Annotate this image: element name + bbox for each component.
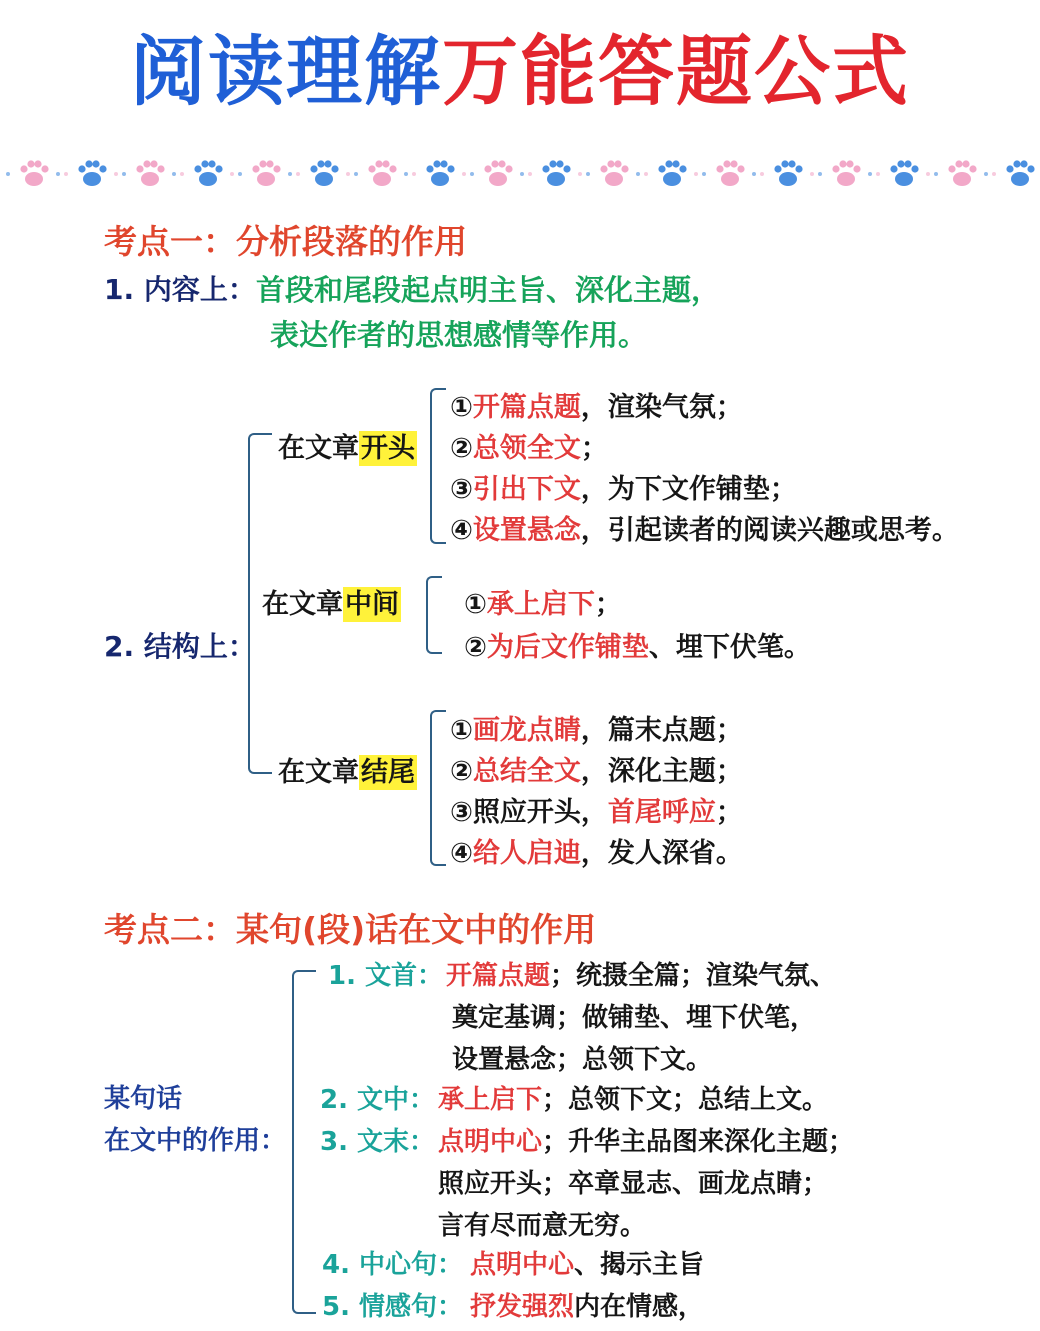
s2-item-key-phrase: 点明中心 <box>470 1250 575 1280</box>
item-number: ④ <box>450 838 473 869</box>
title-part-1: 阅读理解 <box>130 27 442 116</box>
side-label-1: 某句话 <box>104 1084 183 1114</box>
item-text: ，深化主题； <box>580 756 743 787</box>
section-1-heading: 考点一：分析段落的作用 <box>104 222 467 261</box>
s2-item-key-phrase: 开篇点题 <box>446 961 551 991</box>
list-item <box>450 467 797 506</box>
list-item <box>450 831 743 870</box>
paw-icon <box>236 152 294 192</box>
s2-item-line: 设置悬念；总领下文。 <box>452 1045 713 1075</box>
s2-item-line <box>470 1244 704 1281</box>
item-key-phrase: 首尾呼应 <box>607 797 716 828</box>
item-key-phrase: 画龙点睛 <box>472 715 581 746</box>
s2-item-line <box>470 1286 704 1323</box>
end-bracket <box>430 710 446 866</box>
s2-item-text: ；升华主品图来深化主题； <box>542 1127 855 1157</box>
list-item <box>450 749 743 788</box>
list-item <box>464 582 622 621</box>
paw-icon <box>758 152 816 192</box>
s2-item-label: 1. 文首： <box>328 961 444 991</box>
list-item <box>464 625 811 664</box>
s2-item-line <box>446 955 836 992</box>
start-label-highlight: 开头 <box>361 433 415 464</box>
end-label <box>278 750 417 789</box>
list-item <box>450 708 743 747</box>
paw-divider <box>0 152 1040 192</box>
item-number: ③ <box>450 797 473 828</box>
s2-item-label: 2. 文中： <box>320 1085 436 1115</box>
s2-item-line <box>438 1079 828 1116</box>
s2-item-line: 照应开头；卒章显志、画龙点睛； <box>438 1169 829 1199</box>
s2-item-label: 5. 情感句： <box>322 1292 464 1322</box>
s2-item-line <box>438 1121 854 1158</box>
paw-icon <box>526 152 584 192</box>
paw-icon <box>816 152 874 192</box>
s2-item-key-phrase: 承上启下 <box>438 1085 543 1115</box>
item-number: ① <box>450 392 473 423</box>
item-key-phrase: 设置悬念 <box>472 515 581 546</box>
end-label-pre: 在文章 <box>278 757 359 788</box>
item-text: ； <box>594 589 622 620</box>
s2-item-text: 、揭示主旨 <box>574 1250 705 1280</box>
s2-item-text: 内在情感， <box>574 1292 705 1322</box>
item-number: ① <box>450 715 473 746</box>
paw-icon <box>990 152 1040 192</box>
content-line-2: 表达作者的思想感情等作用。 <box>270 318 648 352</box>
content-line-1: 首段和尾段起点明主旨、深化主题， <box>256 273 721 307</box>
item-number: ① <box>464 589 487 620</box>
paw-icon <box>178 152 236 192</box>
s2-item-line: 奠定基调；做铺垫、埋下伏笔， <box>452 1003 817 1033</box>
item-text: ，引起读者的阅读兴趣或思考。 <box>580 515 959 546</box>
start-label-pre: 在文章 <box>278 433 359 464</box>
middle-bracket <box>426 576 442 654</box>
s2-item-text: ；总领下文；总结上文。 <box>542 1085 829 1115</box>
section-2-bracket <box>292 970 316 1314</box>
item-number: ② <box>464 632 487 663</box>
middle-label-highlight: 中间 <box>345 589 399 620</box>
list-item <box>450 385 743 424</box>
s2-item-key-phrase: 点明中心 <box>438 1127 543 1157</box>
s2-item-key-phrase: 抒发强烈 <box>470 1292 575 1322</box>
item-number: ② <box>450 433 473 464</box>
paw-icon <box>120 152 178 192</box>
paw-icon <box>4 152 62 192</box>
paw-icon <box>584 152 642 192</box>
end-label-highlight: 结尾 <box>361 757 415 788</box>
side-label-2: 在文中的作用： <box>104 1126 287 1156</box>
s2-item-label: 4. 中心句： <box>322 1250 464 1280</box>
paw-icon <box>932 152 990 192</box>
list-item <box>450 508 959 547</box>
item-number: ④ <box>450 515 473 546</box>
item-text: ； <box>715 797 743 828</box>
item-text: ，渲染气氛； <box>580 392 743 423</box>
paw-icon <box>294 152 352 192</box>
title-part-2: 万能答题公式 <box>442 27 910 116</box>
item-number: ② <box>450 756 473 787</box>
s2-item-label: 3. 文末： <box>320 1127 436 1157</box>
item-text: 照应开头， <box>472 797 608 828</box>
s2-item-line: 言有尽而意无穷。 <box>438 1211 647 1241</box>
paw-icon <box>642 152 700 192</box>
s2-item-text: ；统摄全篇；渲染气氛、 <box>550 961 837 991</box>
item-key-phrase: 引出下文 <box>472 474 581 505</box>
item-key-phrase: 总结全文 <box>472 756 581 787</box>
content-label: 1. 内容上： <box>104 273 256 306</box>
paw-icon <box>874 152 932 192</box>
item-key-phrase: 承上启下 <box>486 589 595 620</box>
start-bracket <box>430 388 446 544</box>
section-2-heading: 考点二：某句(段)话在文中的作用 <box>104 910 597 949</box>
middle-label <box>262 582 401 621</box>
item-key-phrase: 开篇点题 <box>472 392 581 423</box>
item-number: ③ <box>450 474 473 505</box>
paw-icon <box>62 152 120 192</box>
paw-icon <box>410 152 468 192</box>
item-key-phrase: 总领全文 <box>472 433 581 464</box>
item-key-phrase: 给人启迪 <box>472 838 581 869</box>
item-text: ，为下文作铺垫； <box>580 474 797 505</box>
item-text: 、埋下伏笔。 <box>648 632 811 663</box>
paw-icon <box>352 152 410 192</box>
paw-icon <box>700 152 758 192</box>
start-label <box>278 426 417 465</box>
item-text: ，篇末点题； <box>580 715 743 746</box>
item-key-phrase: 为后文作铺垫 <box>486 632 649 663</box>
item-text: ； <box>580 433 608 464</box>
structure-label: 2. 结构上： <box>104 630 256 663</box>
list-item <box>450 426 608 465</box>
paw-icon <box>468 152 526 192</box>
middle-label-pre: 在文章 <box>262 589 343 620</box>
item-text: ，发人深省。 <box>580 838 743 869</box>
page-title <box>0 22 1040 122</box>
list-item <box>450 790 743 829</box>
